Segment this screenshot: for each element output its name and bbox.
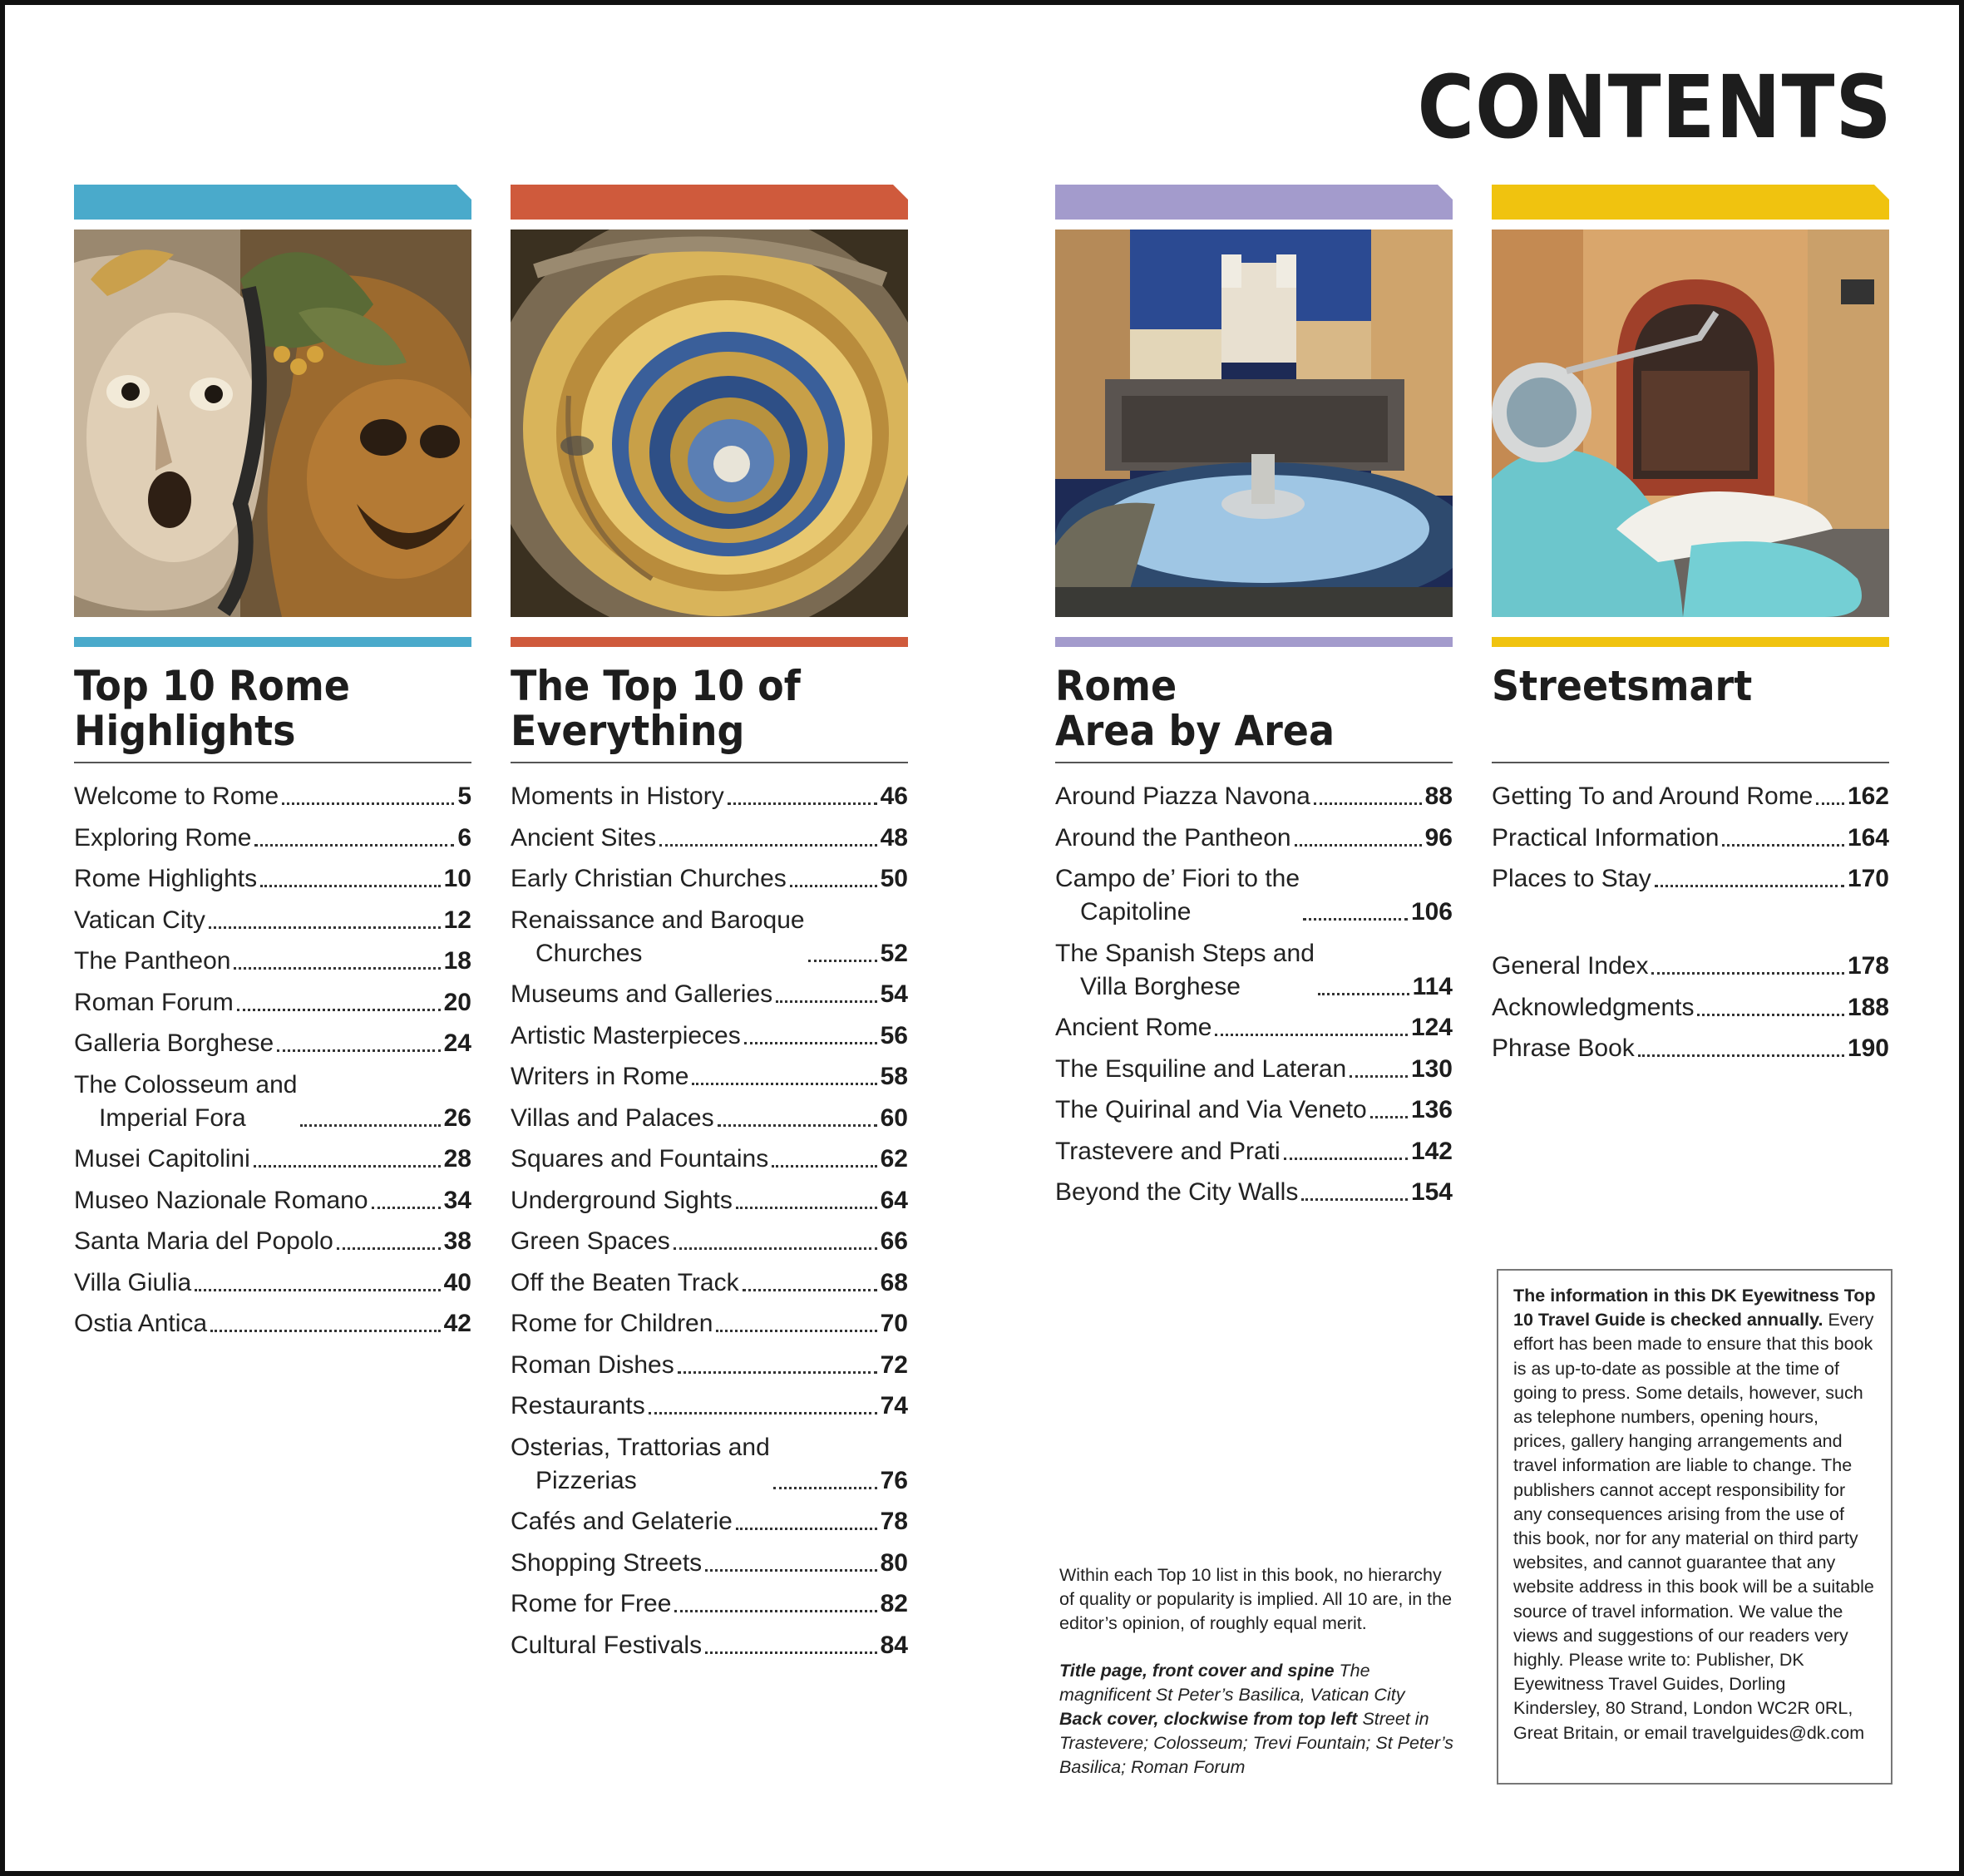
toc-entry-label: Squares and Fountains: [511, 1145, 769, 1172]
dot-leader: [743, 1289, 877, 1291]
toc-entry-label: Exploring Rome: [74, 823, 252, 852]
toc-entry-label: Underground Sights: [511, 1186, 733, 1214]
toc-entry-label: Off the Beaten Track: [511, 1268, 739, 1296]
toc-entry-label: Villas and Palaces: [511, 1103, 714, 1132]
toc-entry[interactable]: [511, 1505, 908, 1538]
dot-leader: [716, 1330, 876, 1332]
info-box: [1497, 1269, 1892, 1785]
toc-entry-page: 54: [880, 980, 908, 1008]
toc-entry[interactable]: [1492, 950, 1889, 983]
toc-entry-label: Shopping Streets: [511, 1548, 703, 1577]
dot-leader: [790, 885, 877, 887]
toc-entry[interactable]: [74, 1225, 471, 1258]
column-streetsmart: [1492, 185, 1889, 1074]
toc-entry[interactable]: [511, 1390, 908, 1423]
column-highlights: [74, 185, 471, 1349]
toc-list: [1055, 780, 1453, 1209]
toc-entry[interactable]: [511, 1349, 908, 1382]
dot-leader: [1697, 1014, 1843, 1016]
toc-entry[interactable]: [74, 822, 471, 855]
toc-entry[interactable]: [511, 1102, 908, 1135]
toc-entry[interactable]: [511, 1547, 908, 1580]
toc-entry[interactable]: [1492, 1032, 1889, 1065]
toc-entry[interactable]: [1055, 1011, 1453, 1044]
toc-entry-label: Artistic Masterpieces: [511, 1021, 741, 1049]
photo-vespa-scooter: [1492, 230, 1889, 617]
toc-entry-label: Trastevere and Prati: [1055, 1137, 1281, 1165]
toc-entry-label: Ancient Rome: [1055, 1014, 1212, 1041]
toc-entry-page: 38: [443, 1227, 471, 1255]
section-title: Streetsmart: [1492, 662, 1753, 710]
dot-leader: [1816, 802, 1844, 805]
toc-entry-label: Moments in History: [511, 782, 724, 810]
toc-entry-label: [511, 904, 805, 970]
toc-entry-label-line1: Osterias, Trattorias and: [511, 1433, 770, 1461]
toc-entry[interactable]: [511, 1019, 908, 1053]
dot-leader: [1651, 972, 1843, 975]
section-title: Top 10 Rome Highlights: [74, 662, 351, 755]
toc-entry-label: Museums and Galleries: [511, 980, 773, 1008]
toc-entry-label: Acknowledgments: [1492, 993, 1695, 1021]
toc-entry[interactable]: [74, 1184, 471, 1217]
section-tab: [1055, 185, 1453, 220]
toc-entry-page: 142: [1410, 1137, 1453, 1165]
toc-entry[interactable]: [1492, 991, 1889, 1024]
toc-entry-page: 78: [880, 1508, 908, 1535]
dot-leader: [1655, 885, 1844, 887]
column-everything: [511, 185, 908, 1670]
dot-leader: [678, 1371, 877, 1374]
toc-entry-label: Santa Maria del Popolo: [74, 1227, 333, 1255]
dot-leader: [649, 1412, 877, 1414]
page-title: CONTENTS: [1417, 57, 1892, 158]
dot-leader: [234, 967, 440, 970]
toc-entry-page: 88: [1424, 782, 1453, 810]
section-title: Rome Area by Area: [1055, 662, 1335, 755]
dot-leader: [337, 1247, 441, 1250]
dot-leader: [1370, 1116, 1408, 1118]
toc-entry-label: Early Christian Churches: [511, 865, 787, 892]
toc-entry[interactable]: [74, 945, 471, 978]
info-box-body: Every effort has been made to ensure that this book is as up-to-date as possible at the time of going to press. Some details, however, such as telephone numbers, opening hours, prices, gallery hanging arrangements and travel information are liable to change. The publishers cannot accept responsibility for any consequences arising from the use of this book, nor for any material on third party websites, and cannot guarantee that any website address in this book will be a suitable source of travel information. We value the views and suggestions of our readers very highly. Please write to: Publisher, DK Eyewitness Travel Guides, Dorling Kindersley, 80 Strand, London WC2R 0RL, Great Britain, or email travelguides@dk.com: [1513, 1310, 1874, 1743]
dot-leader: [277, 1049, 440, 1052]
toc-entry-label: [1055, 862, 1300, 929]
toc-entry-label: Museo Nazionale Romano: [74, 1186, 368, 1214]
toc-entry-label: [74, 1069, 297, 1135]
dot-leader: [372, 1207, 441, 1209]
toc-entry-label-line2: Pizzerias: [535, 1466, 637, 1494]
toc-entry-label: [1055, 937, 1315, 1004]
toc-entry[interactable]: [511, 1184, 908, 1217]
toc-entry-label-line2: Capitoline: [1080, 898, 1192, 926]
toc-entry[interactable]: [1055, 862, 1453, 929]
dot-leader: [772, 1165, 876, 1168]
toc-entry[interactable]: [74, 1266, 471, 1300]
toc-entry-label-line1: The Colosseum and: [74, 1070, 298, 1098]
toc-entry-page: 106: [1410, 898, 1453, 926]
toc-entry-label: General Index: [1492, 952, 1649, 980]
section-title: The Top 10 of Everything: [511, 662, 801, 755]
toc-entry-label: Rome for Free: [511, 1590, 672, 1617]
toc-entry-page: 20: [443, 988, 471, 1016]
toc-entry-page: 12: [443, 906, 471, 934]
toc-entry-page: 80: [880, 1548, 908, 1577]
dot-leader: [1295, 844, 1422, 847]
toc-entry-page: 162: [1847, 782, 1889, 810]
toc-entry-page: 6: [457, 823, 471, 852]
dot-leader: [736, 1207, 877, 1209]
credits-back-text: Street in Trastevere; Colosseum; Trevi Fountain; St Peter’s Basilica; Roman Forum: [1059, 1709, 1453, 1777]
dot-leader: [808, 960, 877, 962]
dot-leader: [744, 1042, 877, 1044]
toc-entry-label: Around Piazza Navona: [1055, 782, 1310, 810]
dot-leader: [195, 1289, 440, 1291]
toc-entry-page: 154: [1410, 1178, 1453, 1206]
toc-entry-page: 48: [880, 823, 908, 852]
dot-leader: [674, 1247, 877, 1250]
toc-entry[interactable]: [511, 780, 908, 813]
toc-entry[interactable]: [1492, 862, 1889, 896]
toc-entry-page: 82: [880, 1590, 908, 1617]
toc-entry[interactable]: [1055, 1176, 1453, 1209]
toc-entry-label: Cafés and Gelaterie: [511, 1508, 733, 1535]
toc-entry[interactable]: [1055, 1135, 1453, 1168]
toc-entry-page: 170: [1847, 865, 1889, 892]
dot-leader: [210, 1330, 441, 1332]
credits-back-label: Back cover, clockwise from top left: [1059, 1709, 1358, 1729]
toc-entry-label: Getting To and Around Rome: [1492, 782, 1813, 810]
toc-entry-page: 40: [443, 1268, 471, 1296]
toc-entry[interactable]: [74, 904, 471, 937]
toc-entry-page: 188: [1847, 993, 1889, 1021]
toc-entry[interactable]: [74, 1307, 471, 1340]
dot-leader: [1284, 1158, 1408, 1160]
toc-entry-label: Restaurants: [511, 1392, 645, 1419]
dot-leader: [209, 926, 441, 929]
toc-list: [1492, 780, 1889, 1065]
dot-leader: [718, 1124, 877, 1127]
toc-entry-label: The Esquiline and Lateran: [1055, 1054, 1347, 1083]
toc-entry[interactable]: [1492, 822, 1889, 855]
toc-entry-page: 72: [880, 1350, 908, 1379]
dot-leader: [237, 1009, 441, 1011]
section-rule: [1055, 637, 1453, 647]
dot-leader: [1318, 993, 1409, 995]
dot-leader: [659, 844, 877, 847]
dot-leader: [728, 802, 877, 805]
toc-entry-label: Ostia Antica: [74, 1310, 208, 1337]
dot-leader: [1722, 844, 1843, 847]
toc-entry-label: Green Spaces: [511, 1227, 670, 1255]
toc-entry-label: Vatican City: [74, 906, 205, 934]
toc-entry-label: Villa Giulia: [74, 1268, 192, 1296]
cover-credits: [1059, 1659, 1458, 1780]
toc-entry-label-line1: Renaissance and Baroque: [511, 906, 805, 934]
toc-entry[interactable]: [1055, 1094, 1453, 1127]
toc-entry[interactable]: [511, 1266, 908, 1300]
toc-entry[interactable]: [1055, 822, 1453, 855]
toc-entry[interactable]: [74, 1143, 471, 1176]
toc-entry-label: Roman Forum: [74, 988, 234, 1016]
dot-leader: [254, 844, 454, 847]
toc-entry-label: Places to Stay: [1492, 865, 1651, 892]
toc-entry-page: 64: [880, 1186, 908, 1214]
toc-entry-page: 96: [1424, 823, 1453, 852]
dot-leader: [1303, 918, 1408, 921]
toc-entry-label: Cultural Festivals: [511, 1631, 703, 1659]
toc-entry-label: Beyond the City Walls: [1055, 1178, 1299, 1206]
dot-leader: [1301, 1198, 1408, 1201]
toc-entry-label: Practical Information: [1492, 823, 1720, 852]
dot-leader: [674, 1610, 876, 1612]
dot-leader: [692, 1083, 876, 1085]
section-rule: [511, 637, 908, 647]
toc-entry[interactable]: [511, 1587, 908, 1621]
hierarchy-note: Within each Top 10 list in this book, no hierarchy of quality or popularity is implied. All 10 are, in the editor’s opinion, of roughly equal merit.: [1059, 1565, 1453, 1633]
toc-entry-page: 74: [880, 1392, 908, 1419]
toc-entry[interactable]: [511, 862, 908, 896]
dot-leader: [705, 1651, 877, 1654]
toc-entry[interactable]: [511, 1629, 908, 1662]
toc-entry-label: The Quirinal and Via Veneto: [1055, 1096, 1367, 1123]
divider: [1492, 762, 1889, 763]
dot-leader: [1314, 802, 1422, 805]
toc-entry[interactable]: [74, 1027, 471, 1060]
toc-entry-label: The Pantheon: [74, 947, 231, 975]
toc-entry-label-line2: Villa Borghese: [1080, 972, 1241, 1000]
toc-entry-page: 76: [880, 1466, 908, 1494]
toc-entry-page: 178: [1847, 952, 1889, 980]
toc-entry[interactable]: [511, 1225, 908, 1258]
toc-entry[interactable]: [74, 986, 471, 1019]
photo-mosaic-theatre-masks: [74, 230, 471, 617]
toc-entry[interactable]: [74, 862, 471, 896]
toc-entry-label: Musei Capitolini: [74, 1145, 250, 1172]
section-rule: [1492, 637, 1889, 647]
toc-entry-label-line2: Imperial Fora: [99, 1103, 246, 1132]
toc-entry-label: Rome for Children: [511, 1310, 713, 1337]
toc-entry-page: 26: [443, 1103, 471, 1132]
dot-leader: [776, 1000, 876, 1003]
toc-entry-page: 46: [880, 782, 908, 810]
toc-entry[interactable]: [511, 1307, 908, 1340]
info-box-heading: The information in this DK Eyewitness Top 10 Travel Guide is checked annually.: [1513, 1286, 1876, 1330]
toc-entry[interactable]: [511, 1143, 908, 1176]
divider: [1055, 762, 1453, 763]
toc-spacer: [1492, 904, 1889, 942]
toc-entry[interactable]: [1055, 1053, 1453, 1086]
toc-entry-label: Ancient Sites: [511, 823, 657, 852]
toc-entry-page: 70: [880, 1310, 908, 1337]
toc-entry[interactable]: [511, 1060, 908, 1094]
toc-entry[interactable]: [1492, 780, 1889, 813]
column-area: [1055, 185, 1453, 1217]
toc-entry[interactable]: [511, 822, 908, 855]
toc-entry-page: 18: [443, 947, 471, 975]
toc-entry-label: Welcome to Rome: [74, 782, 279, 810]
toc-entry-page: 52: [880, 939, 908, 967]
toc-entry-label: Phrase Book: [1492, 1034, 1635, 1062]
toc-entry-label: Writers in Rome: [511, 1063, 689, 1090]
toc-entry-page: 190: [1847, 1034, 1889, 1062]
section-tab: [74, 185, 471, 220]
photo-vatican-spiral-staircase: [511, 230, 908, 617]
toc-entry-page: 84: [880, 1631, 908, 1659]
toc-entry-page: 50: [880, 865, 908, 892]
toc-entry[interactable]: [511, 904, 908, 970]
dot-leader: [1215, 1034, 1408, 1036]
toc-entry-page: 56: [880, 1021, 908, 1049]
dot-leader: [300, 1124, 440, 1127]
toc-entry-page: 24: [443, 1029, 471, 1057]
toc-entry-label: [511, 1431, 770, 1498]
credits-title-label: Title page, front cover and spine: [1059, 1661, 1335, 1681]
dot-leader: [705, 1569, 876, 1572]
photo-spanish-steps-night: [1055, 230, 1453, 617]
toc-entry-label-line2: Churches: [535, 939, 643, 967]
toc-entry-page: 60: [880, 1103, 908, 1132]
toc-entry-label-line1: Campo de’ Fiori to the: [1055, 865, 1300, 892]
toc-entry-page: 5: [457, 782, 471, 810]
section-tab: [511, 185, 908, 220]
toc-entry-label-line1: The Spanish Steps and: [1055, 939, 1315, 967]
toc-entry-label: Around the Pantheon: [1055, 823, 1291, 852]
toc-entry[interactable]: [511, 1431, 908, 1498]
toc-entry[interactable]: [74, 1069, 471, 1135]
toc-entry-page: 130: [1410, 1054, 1453, 1083]
dot-leader: [736, 1528, 877, 1530]
divider: [511, 762, 908, 763]
section-rule: [74, 637, 471, 647]
toc-entry-page: 62: [880, 1145, 908, 1172]
toc-entry[interactable]: [511, 978, 908, 1011]
toc-entry-page: 136: [1410, 1096, 1453, 1123]
toc-entry[interactable]: [74, 780, 471, 813]
toc-list: [74, 780, 471, 1340]
toc-entry-page: 164: [1847, 823, 1889, 852]
toc-entry-label: Roman Dishes: [511, 1350, 674, 1379]
toc-entry-label: Rome Highlights: [74, 865, 258, 892]
toc-entry[interactable]: [1055, 937, 1453, 1004]
dot-leader: [773, 1487, 877, 1489]
dot-leader: [260, 885, 441, 887]
toc-entry-page: 114: [1412, 972, 1453, 1000]
divider: [74, 762, 471, 763]
toc-entry[interactable]: [1055, 780, 1453, 813]
toc-entry-page: 34: [443, 1186, 471, 1214]
dot-leader: [282, 802, 454, 805]
section-tab: [1492, 185, 1889, 220]
dot-leader: [1350, 1075, 1408, 1078]
toc-entry-page: 68: [880, 1268, 908, 1296]
dot-leader: [254, 1165, 441, 1168]
toc-entry-page: 28: [443, 1145, 471, 1172]
credits-title-text: The magnificent St Peter’s Basilica, Vatican City: [1059, 1661, 1405, 1705]
toc-entry-page: 124: [1410, 1014, 1453, 1041]
dot-leader: [1638, 1054, 1844, 1057]
toc-entry-label: Galleria Borghese: [74, 1029, 274, 1057]
toc-entry-page: 66: [880, 1227, 908, 1255]
toc-list: [511, 780, 908, 1662]
toc-entry-page: 10: [443, 865, 471, 892]
toc-entry-page: 58: [880, 1063, 908, 1090]
toc-entry-page: 42: [443, 1310, 471, 1337]
